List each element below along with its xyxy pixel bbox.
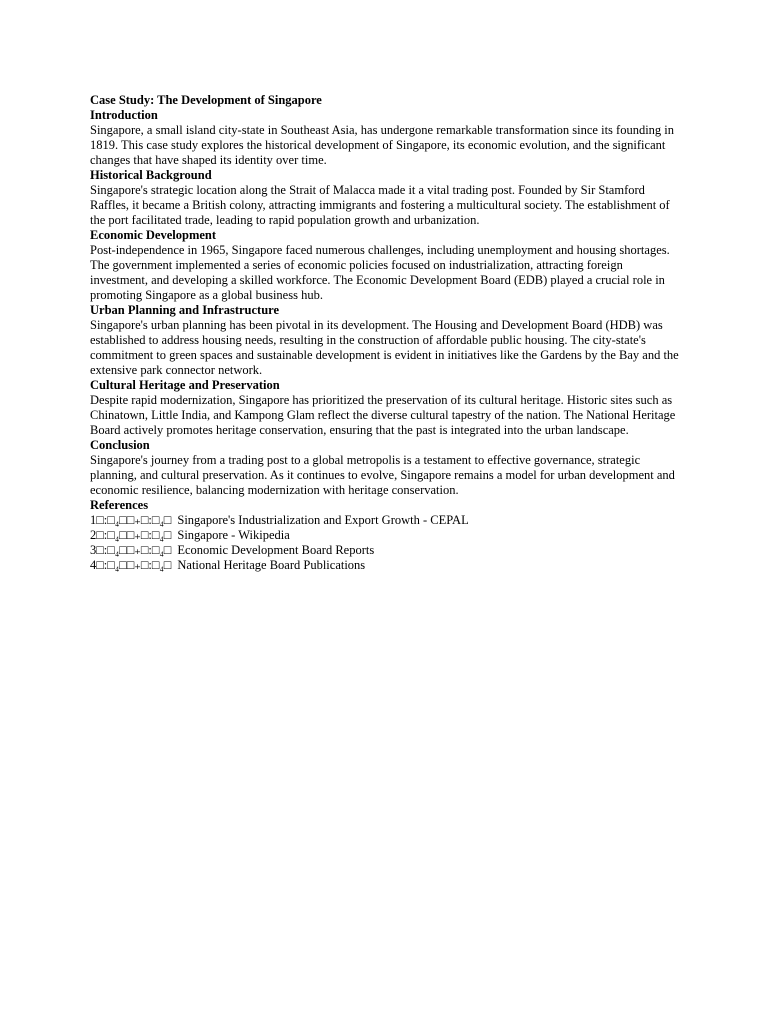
section-body: Singapore's strategic location along the Strait of Malacca made it a vital trading post. Founded by Sir Stamford Raffles, it became a British colony, attracting immigrants and fostering a multicultural society. The establishment of the port facilitated trade, leading to rapid population growth and urbanization. — [90, 183, 670, 227]
reference-marker: 1□:□₄□□₊□:□₄□ — [90, 513, 172, 527]
section-body: Singapore, a small island city-state in Southeast Asia, has undergone remarkable transformation since its founding in 1819. This case study explores the historical development of Singapore, its economic evolution, and the significant changes that have shaped its identity over time. — [90, 123, 675, 167]
section-body: Despite rapid modernization, Singapore has prioritized the preservation of its cultural heritage. Historic sites such as Chinatown, Little India, and Kampong Glam reflect the diverse cultural tapestry of the nation. The National Heritage Board actively promotes heritage conservation, ensuring that the past is integrated into the urban landscape. — [90, 393, 676, 437]
section-conclusion — [90, 438, 682, 498]
section-urban-planning — [90, 303, 682, 378]
reference-marker: 2□:□₄□□₊□:□₄□ — [90, 528, 172, 542]
section-body: Singapore's urban planning has been pivotal in its development. The Housing and Development Board (HDB) was established to address housing needs, resulting in the construction of affordable public housing. The city-state's commitment to green spaces and sustainable development is evident in initiatives like the Gardens by the Bay and the extensive park connector network. — [90, 318, 679, 377]
references-list — [90, 513, 682, 573]
section-heading: Economic Development — [90, 228, 217, 242]
reference-link[interactable]: Singapore's Industrialization and Export Growth - CEPAL — [177, 513, 469, 527]
reference-item[interactable] — [90, 528, 682, 543]
reference-marker: 3□:□₄□□₊□:□₄□ — [90, 543, 172, 557]
document-title: Case Study: The Development of Singapore — [90, 93, 322, 107]
reference-marker: 4□:□₄□□₊□:□₄□ — [90, 558, 172, 572]
reference-item[interactable] — [90, 543, 682, 558]
section-heading: Conclusion — [90, 438, 150, 452]
section-body: Post-independence in 1965, Singapore faced numerous challenges, including unemployment and housing shortages. The government implemented a series of economic policies focused on industrialization, attracting foreign investment, and developing a skilled workforce. The Economic Development Board (EDB) played a crucial role in promoting Singapore as a global business hub. — [90, 243, 670, 302]
section-heading: Urban Planning and Infrastructure — [90, 303, 280, 317]
section-historical-background — [90, 168, 682, 228]
references-section — [90, 498, 682, 573]
section-heading: Historical Background — [90, 168, 212, 182]
reference-item[interactable] — [90, 513, 682, 528]
document-page — [90, 93, 682, 573]
section-cultural-heritage — [90, 378, 682, 438]
reference-link[interactable]: National Heritage Board Publications — [177, 558, 366, 572]
section-body: Singapore's journey from a trading post to a global metropolis is a testament to effective governance, strategic planning, and cultural preservation. As it continues to evolve, Singapore remains a model for urban development and economic resilience, balancing modernization with heritage conservation. — [90, 453, 675, 497]
section-economic-development — [90, 228, 682, 303]
references-heading: References — [90, 498, 149, 512]
reference-link[interactable]: Singapore - Wikipedia — [177, 528, 290, 542]
reference-item[interactable] — [90, 558, 682, 573]
section-heading: Introduction — [90, 108, 158, 122]
section-introduction — [90, 108, 682, 168]
reference-link[interactable]: Economic Development Board Reports — [177, 543, 375, 557]
section-heading: Cultural Heritage and Preservation — [90, 378, 280, 392]
